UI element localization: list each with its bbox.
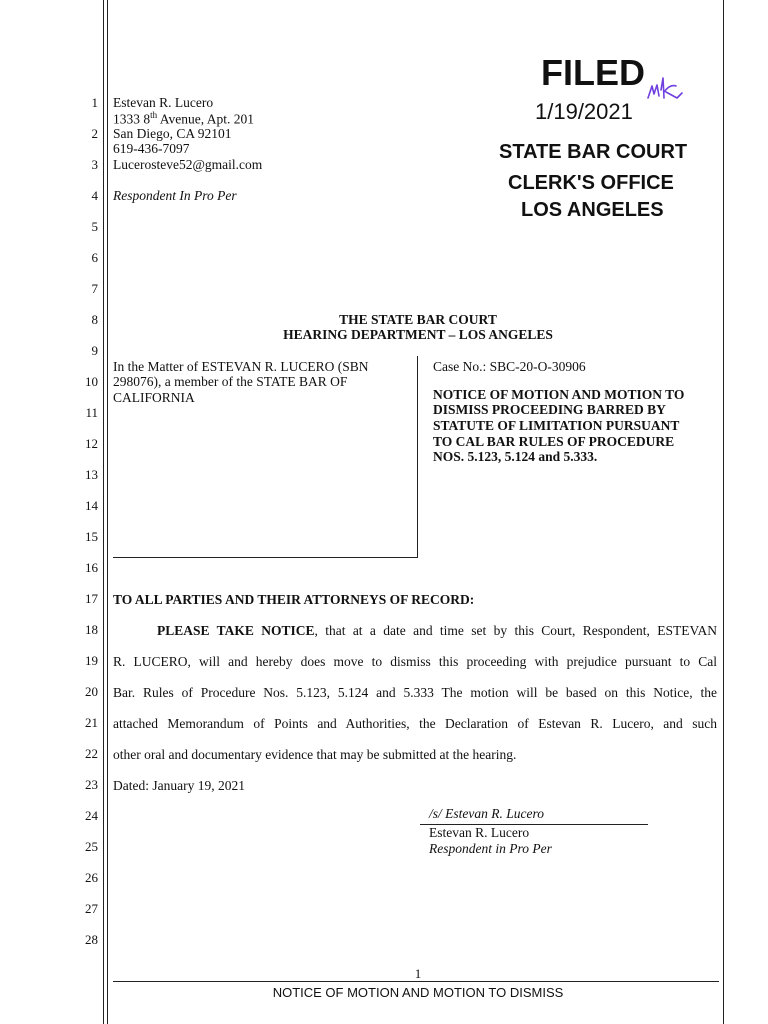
document-title-line4: TO CAL BAR RULES OF PROCEDURE xyxy=(433,434,675,449)
line-number: 15 xyxy=(85,529,98,544)
caption-divider-bottom xyxy=(113,557,418,558)
line-number: 20 xyxy=(85,684,98,699)
notice-paragraph-line4: attached Memorandum of Points and Authorities, the Declaration of Estevan R. Lucero, and such xyxy=(113,716,717,731)
notice-lead: PLEASE TAKE NOTICE xyxy=(157,623,315,638)
line-number: 11 xyxy=(85,405,98,420)
line-number: 19 xyxy=(85,653,98,668)
address-street: Avenue, Apt. 201 xyxy=(157,111,255,127)
notice-paragraph-line2: R. LUCERO, will and hereby does move to dismiss this proceeding with prejudice pursuant to Cal xyxy=(113,654,717,669)
court-department: HEARING DEPARTMENT – LOS ANGELES xyxy=(283,327,553,342)
document-title-line2: DISMISS PROCEEDING BARRED BY xyxy=(433,402,666,417)
left-margin-rule-inner xyxy=(107,0,108,1024)
line-number: 14 xyxy=(85,498,98,513)
line-number: 2 xyxy=(91,126,98,141)
line-number: 23 xyxy=(85,777,98,792)
salutation: TO ALL PARTIES AND THEIR ATTORNEYS OF RECORD: xyxy=(113,592,475,607)
left-margin-rule-outer xyxy=(103,0,104,1024)
line-number: 28 xyxy=(85,932,98,947)
page-number: 1 xyxy=(414,966,422,981)
line-number: 27 xyxy=(85,901,98,916)
caption-divider-vertical xyxy=(417,356,418,558)
filed-stamp-date: 1/19/2021 xyxy=(535,99,633,124)
document-title-line5: NOS. 5.123, 5.124 and 5.333. xyxy=(433,449,598,464)
right-margin-rule xyxy=(723,0,724,1024)
clerk-initials-signature xyxy=(646,74,684,102)
line-number: 4 xyxy=(91,188,98,203)
signer-name: Estevan R. Lucero xyxy=(429,825,530,840)
filed-stamp-court: STATE BAR COURT xyxy=(499,141,688,163)
address-number: 1333 8 xyxy=(113,111,151,127)
line-number: 26 xyxy=(85,870,98,885)
court-title: THE STATE BAR COURT xyxy=(339,312,497,327)
filed-stamp-office: CLERK'S OFFICE xyxy=(508,172,674,194)
line-number: 12 xyxy=(85,436,98,451)
line-number: 10 xyxy=(85,374,98,389)
notice-paragraph-line5: other oral and documentary evidence that may be submitted at the hearing. xyxy=(113,747,517,762)
line-number: 21 xyxy=(85,715,98,730)
document-title-line3: STATUTE OF LIMITATION PURSUANT xyxy=(433,418,680,433)
line-number: 3 xyxy=(91,157,98,172)
line-number: 24 xyxy=(85,808,98,823)
document-title-line1: NOTICE OF MOTION AND MOTION TO xyxy=(433,387,685,402)
matter-text-line2: 298076), a member of the STATE BAR OF xyxy=(113,374,348,389)
notice-paragraph-line1 xyxy=(157,623,717,639)
respondent-city: San Diego, CA 92101 xyxy=(113,126,232,141)
respondent-address xyxy=(113,110,254,128)
line-number: 6 xyxy=(91,250,98,265)
line-number: 25 xyxy=(85,839,98,854)
respondent-phone: 619-436-7097 xyxy=(113,141,190,156)
line-number: 8 xyxy=(91,312,98,327)
notice-paragraph-line3: Bar. Rules of Procedure Nos. 5.123, 5.124 and 5.333 The motion will be based on this Notice, the xyxy=(113,685,717,700)
electronic-signature: /s/ Estevan R. Lucero xyxy=(429,806,544,821)
case-number: Case No.: SBC-20-O-30906 xyxy=(433,359,586,374)
address-ordinal: th xyxy=(150,110,158,120)
line-number: 1 xyxy=(91,95,98,110)
notice-line1-rest: , that at a date and time set by this Court, Respondent, ESTEVAN xyxy=(314,623,718,638)
line-number: 18 xyxy=(85,622,98,637)
line-number: 7 xyxy=(91,281,98,296)
filed-stamp-city: LOS ANGELES xyxy=(521,199,664,221)
dated-line: Dated: January 19, 2021 xyxy=(113,778,245,793)
line-number: 17 xyxy=(85,591,98,606)
footer-title: NOTICE OF MOTION AND MOTION TO DISMISS xyxy=(272,985,564,1000)
line-number: 22 xyxy=(85,746,98,761)
line-number: 9 xyxy=(91,343,98,358)
filed-stamp-title: FILED xyxy=(541,52,645,93)
respondent-role: Respondent In Pro Per xyxy=(113,188,237,203)
line-number: 16 xyxy=(85,560,98,575)
matter-text-line1: In the Matter of ESTEVAN R. LUCERO (SBN xyxy=(113,359,369,374)
respondent-email: Lucerosteve52@gmail.com xyxy=(113,157,263,172)
matter-text-line3: CALIFORNIA xyxy=(113,390,195,405)
line-number: 5 xyxy=(91,219,98,234)
signer-role: Respondent in Pro Per xyxy=(429,841,552,856)
respondent-name: Estevan R. Lucero xyxy=(113,95,214,110)
footer-rule xyxy=(113,981,719,982)
line-number: 13 xyxy=(85,467,98,482)
